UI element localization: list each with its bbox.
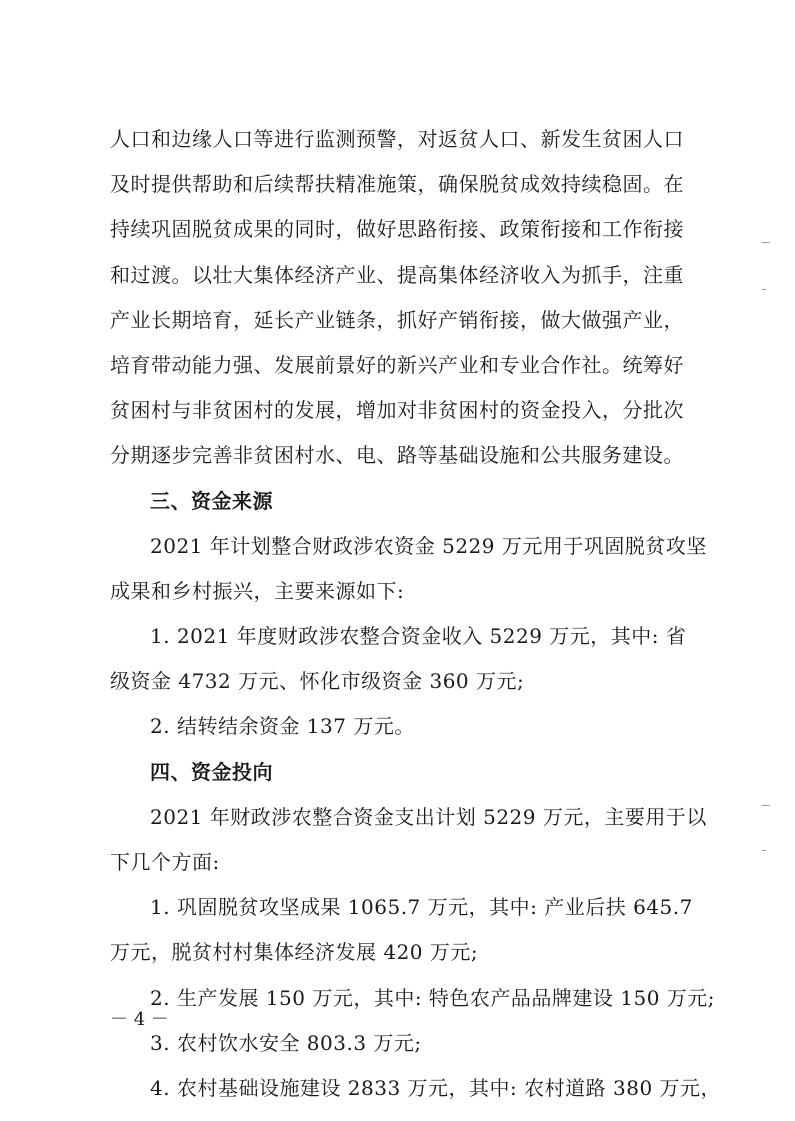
page-number: － 4 － xyxy=(110,1009,169,1030)
paragraph-line: 产业长期培育，延长产业链条，抓好产销衔接，做大做强产业， xyxy=(110,307,684,332)
list-item-line: 1. 2021 年度财政涉农整合资金收入 5229 万元，其中: 省 xyxy=(150,624,687,649)
paragraph-line: 成果和乡村振兴，主要来源如下: xyxy=(110,578,405,603)
scan-mark xyxy=(762,242,770,243)
paragraph-line: 分期逐步完善非贫困村水、电、路等基础设施和公共服务建设。 xyxy=(110,443,684,468)
list-item-line: 1. 巩固脱贫攻坚成果 1065.7 万元，其中: 产业后扶 645.7 xyxy=(150,895,693,920)
paragraph-line: 持续巩固脱贫成果的同时，做好思路衔接、政策衔接和工作衔接 xyxy=(110,217,684,242)
list-item-line: 2. 结转结余资金 137 万元。 xyxy=(150,714,415,739)
paragraph-line: 培育带动能力强、发展前景好的新兴产业和专业合作社。统筹好 xyxy=(110,352,684,377)
paragraph-line: 2021 年财政涉农整合资金支出计划 5229 万元，主要用于以 xyxy=(150,804,707,829)
paragraph-line: 及时提供帮助和后续帮扶精准施策，确保脱贫成效持续稳固。在 xyxy=(110,172,684,197)
list-item-line: 4. 农村基础设施建设 2833 万元，其中: 农村道路 380 万元， xyxy=(150,1075,722,1100)
list-item-line: 级资金 4732 万元、怀化市级资金 360 万元; xyxy=(110,669,525,694)
section-heading-funding-source: 三、资金来源 xyxy=(150,488,273,513)
list-item-line: 2. 生产发展 150 万元，其中: 特色农产品品牌建设 150 万元; xyxy=(150,985,716,1010)
document-body xyxy=(110,124,722,1118)
paragraph-line: 2021 年计划整合财政涉农资金 5229 万元用于巩固脱贫攻坚 xyxy=(150,533,707,558)
paragraph-line: 和过渡。以壮大集体经济产业、提高集体经济收入为抓手，注重 xyxy=(110,262,684,287)
section-heading-funding-allocation: 四、资金投向 xyxy=(150,759,273,784)
paragraph-line: 贫困村与非贫困村的发展，增加对非贫困村的资金投入，分批次 xyxy=(110,398,684,423)
scan-mark xyxy=(762,805,770,806)
scan-mark xyxy=(762,850,766,851)
paragraph-line: 人口和边缘人口等进行监测预警，对返贫人口、新发生贫困人口 xyxy=(110,127,684,151)
paragraph-line: 下几个方面: xyxy=(110,850,220,874)
list-item-line: 万元，脱贫村村集体经济发展 420 万元; xyxy=(110,940,479,965)
scan-mark xyxy=(762,289,766,290)
list-item-line: 3. 农村饮水安全 803.3 万元; xyxy=(150,1030,422,1055)
